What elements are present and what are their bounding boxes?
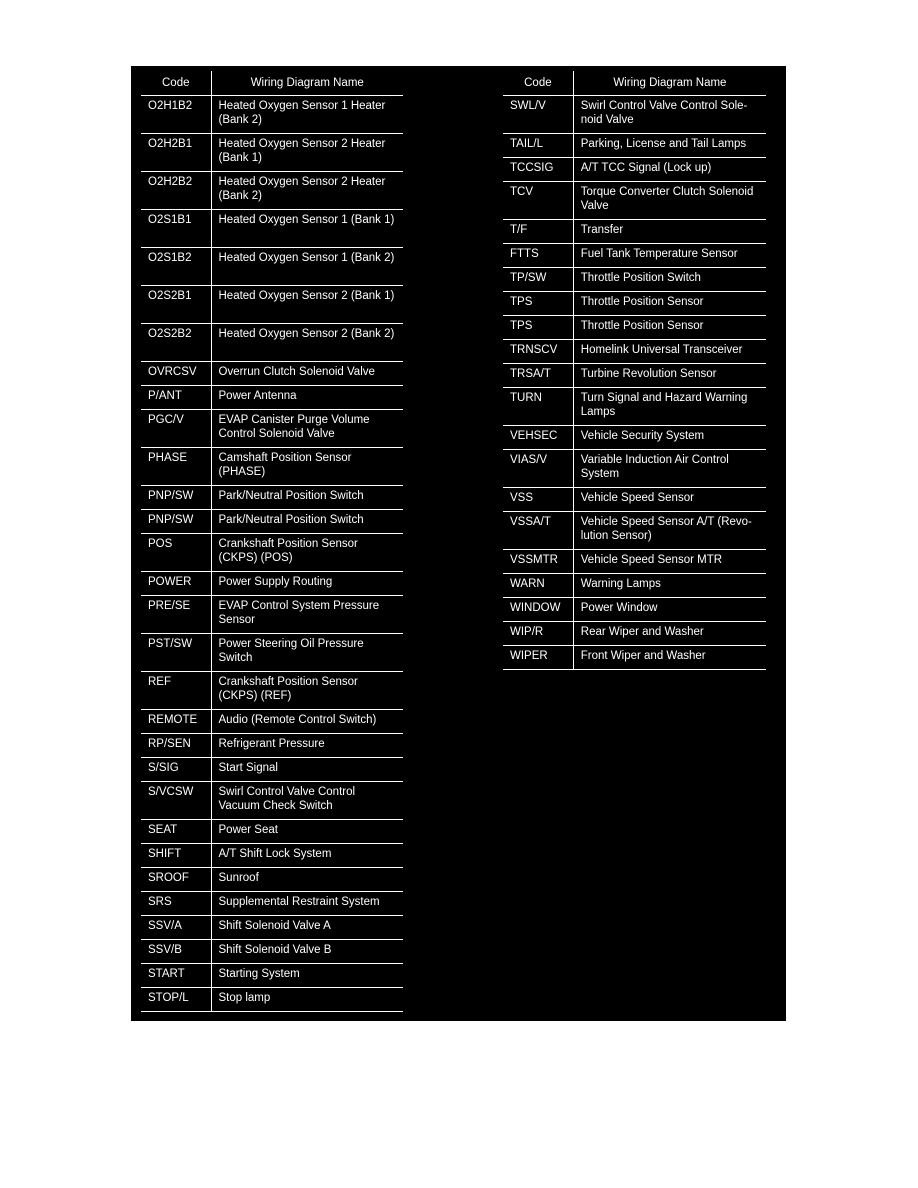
code-cell: TURN: [503, 388, 573, 426]
code-cell: PNP/SW: [141, 486, 211, 510]
wiring-name-cell: Heated Oxygen Sensor 2 Heater (Bank 2): [211, 172, 403, 210]
code-cell: WARN: [503, 574, 573, 598]
code-cell: REMOTE: [141, 710, 211, 734]
wiring-name-cell: Audio (Remote Control Switch): [211, 710, 403, 734]
wiring-name-cell: Overrun Clutch Solenoid Valve: [211, 362, 403, 386]
wiring-name-cell: Supplemental Restraint System: [211, 892, 403, 916]
code-column-header: Code: [503, 71, 573, 96]
code-cell: POWER: [141, 572, 211, 596]
wiring-name-cell: Rear Wiper and Washer: [573, 622, 766, 646]
table-row: [141, 534, 403, 572]
code-cell: TPS: [503, 316, 573, 340]
table-row: [141, 596, 403, 634]
table-row: [141, 96, 403, 134]
wiring-name-cell: Heated Oxygen Sensor 2 (Bank 1): [211, 286, 403, 324]
table-row: [141, 710, 403, 734]
table-row: [141, 940, 403, 964]
code-cell: SHIFT: [141, 844, 211, 868]
wiring-name-cell: Park/Neutral Position Switch: [211, 510, 403, 534]
code-cell: SRS: [141, 892, 211, 916]
code-cell: PHASE: [141, 448, 211, 486]
code-cell: T/F: [503, 220, 573, 244]
wiring-name-cell: Shift Solenoid Valve B: [211, 940, 403, 964]
table-row: [503, 158, 766, 182]
table-row: [141, 362, 403, 386]
table-row: [503, 268, 766, 292]
code-column-header: Code: [141, 71, 211, 96]
wiring-name-cell: Power Antenna: [211, 386, 403, 410]
code-cell: FTTS: [503, 244, 573, 268]
wiring-name-cell: Transfer: [573, 220, 766, 244]
name-column-header: Wiring Diagram Name: [211, 71, 403, 96]
table-row: [141, 210, 403, 248]
table-row: [141, 672, 403, 710]
code-cell: O2H2B2: [141, 172, 211, 210]
table-row: [503, 622, 766, 646]
table-row: [503, 512, 766, 550]
code-cell: WIPER: [503, 646, 573, 670]
code-cell: SSV/B: [141, 940, 211, 964]
table-row: [503, 364, 766, 388]
code-cell: TRNSCV: [503, 340, 573, 364]
wiring-name-cell: Heated Oxygen Sensor 2 (Bank 2): [211, 324, 403, 362]
code-cell: VSSMTR: [503, 550, 573, 574]
wiring-name-cell: Heated Oxygen Sensor 1 (Bank 1): [211, 210, 403, 248]
wiring-name-cell: Throttle Position Switch: [573, 268, 766, 292]
wiring-name-cell: Torque Converter Clutch Solenoid Valve: [573, 182, 766, 220]
table-row: [141, 486, 403, 510]
table-row: [141, 572, 403, 596]
code-cell: P/ANT: [141, 386, 211, 410]
code-cell: VSS: [503, 488, 573, 512]
table-row: [503, 646, 766, 670]
code-cell: O2S2B2: [141, 324, 211, 362]
table-row: [503, 426, 766, 450]
table-row: [141, 410, 403, 448]
table-row: [503, 292, 766, 316]
wiring-name-cell: Swirl Control Valve Control Sole-noid Valve: [573, 96, 766, 134]
table-row: [141, 782, 403, 820]
code-cell: TRSA/T: [503, 364, 573, 388]
code-cell: VEHSEC: [503, 426, 573, 450]
code-cell: S/VCSW: [141, 782, 211, 820]
table-header-row: [141, 71, 403, 96]
wiring-name-cell: Warning Lamps: [573, 574, 766, 598]
table-row: [141, 758, 403, 782]
wiring-name-cell: Throttle Position Sensor: [573, 292, 766, 316]
code-cell: SROOF: [141, 868, 211, 892]
code-cell: S/SIG: [141, 758, 211, 782]
wiring-name-cell: Starting System: [211, 964, 403, 988]
wiring-name-cell: Refrigerant Pressure: [211, 734, 403, 758]
wiring-name-cell: Turn Signal and Hazard Warning Lamps: [573, 388, 766, 426]
table-row: [141, 964, 403, 988]
code-cell: SEAT: [141, 820, 211, 844]
wiring-name-cell: Front Wiper and Washer: [573, 646, 766, 670]
wiring-name-cell: Heated Oxygen Sensor 1 (Bank 2): [211, 248, 403, 286]
wiring-name-cell: Vehicle Security System: [573, 426, 766, 450]
wiring-name-cell: Shift Solenoid Valve A: [211, 916, 403, 940]
table-row: [503, 316, 766, 340]
wiring-code-table-left: [141, 71, 403, 1012]
wiring-name-cell: Homelink Universal Transceiver: [573, 340, 766, 364]
wiring-name-cell: EVAP Canister Purge Volume Control Solenoid Valve: [211, 410, 403, 448]
wiring-name-cell: Stop lamp: [211, 988, 403, 1012]
wiring-name-cell: Heated Oxygen Sensor 2 Heater (Bank 1): [211, 134, 403, 172]
table-row: [141, 286, 403, 324]
table-row: [141, 172, 403, 210]
code-cell: REF: [141, 672, 211, 710]
wiring-name-cell: Power Window: [573, 598, 766, 622]
code-cell: STOP/L: [141, 988, 211, 1012]
code-cell: PNP/SW: [141, 510, 211, 534]
code-cell: TPS: [503, 292, 573, 316]
code-cell: SWL/V: [503, 96, 573, 134]
wiring-name-cell: Variable Induction Air Control System: [573, 450, 766, 488]
table-row: [141, 988, 403, 1012]
code-cell: WINDOW: [503, 598, 573, 622]
code-cell: OVRCSV: [141, 362, 211, 386]
table-row: [141, 634, 403, 672]
table-row: [503, 182, 766, 220]
table-row: [503, 244, 766, 268]
code-cell: TAIL/L: [503, 134, 573, 158]
table-row: [503, 220, 766, 244]
wiring-name-cell: Parking, License and Tail Lamps: [573, 134, 766, 158]
wiring-name-cell: Crankshaft Position Sensor (CKPS) (REF): [211, 672, 403, 710]
table-row: [503, 450, 766, 488]
code-cell: VSSA/T: [503, 512, 573, 550]
code-cell: O2S2B1: [141, 286, 211, 324]
table-row: [141, 134, 403, 172]
code-cell: PRE/SE: [141, 596, 211, 634]
wiring-code-table-right: [503, 71, 766, 670]
code-cell: RP/SEN: [141, 734, 211, 758]
code-cell: TCV: [503, 182, 573, 220]
code-cell: O2S1B2: [141, 248, 211, 286]
wiring-name-cell: EVAP Control System Pressure Sensor: [211, 596, 403, 634]
wiring-name-cell: Swirl Control Valve Control Vacuum Check Switch: [211, 782, 403, 820]
table-row: [503, 598, 766, 622]
code-cell: O2H1B2: [141, 96, 211, 134]
table-row: [141, 324, 403, 362]
table-row: [503, 134, 766, 158]
table-row: [141, 386, 403, 410]
table-row: [503, 96, 766, 134]
code-cell: PST/SW: [141, 634, 211, 672]
table-row: [141, 892, 403, 916]
table-row: [503, 574, 766, 598]
table-row: [141, 868, 403, 892]
table-row: [503, 488, 766, 512]
code-cell: TP/SW: [503, 268, 573, 292]
wiring-name-cell: A/T Shift Lock System: [211, 844, 403, 868]
code-cell: WIP/R: [503, 622, 573, 646]
table-row: [503, 340, 766, 364]
table-row: [503, 550, 766, 574]
wiring-name-cell: Power Seat: [211, 820, 403, 844]
name-column-header: Wiring Diagram Name: [573, 71, 766, 96]
table-row: [141, 734, 403, 758]
wiring-name-cell: Power Steering Oil Pressure Switch: [211, 634, 403, 672]
wiring-name-cell: Heated Oxygen Sensor 1 Heater (Bank 2): [211, 96, 403, 134]
wiring-name-cell: A/T TCC Signal (Lock up): [573, 158, 766, 182]
wiring-name-cell: Turbine Revolution Sensor: [573, 364, 766, 388]
wiring-name-cell: Vehicle Speed Sensor: [573, 488, 766, 512]
wiring-name-cell: Fuel Tank Temperature Sensor: [573, 244, 766, 268]
table-row: [141, 248, 403, 286]
table-row: [141, 916, 403, 940]
code-cell: O2S1B1: [141, 210, 211, 248]
wiring-name-cell: Vehicle Speed Sensor A/T (Revo-lution Sensor): [573, 512, 766, 550]
wiring-name-cell: Park/Neutral Position Switch: [211, 486, 403, 510]
code-cell: START: [141, 964, 211, 988]
table-row: [141, 844, 403, 868]
wiring-name-cell: Power Supply Routing: [211, 572, 403, 596]
wiring-name-cell: Vehicle Speed Sensor MTR: [573, 550, 766, 574]
table-row: [141, 820, 403, 844]
wiring-name-cell: Throttle Position Sensor: [573, 316, 766, 340]
wiring-name-cell: Crankshaft Position Sensor (CKPS) (POS): [211, 534, 403, 572]
wiring-name-cell: Sunroof: [211, 868, 403, 892]
table-row: [141, 448, 403, 486]
code-cell: PGC/V: [141, 410, 211, 448]
table-row: [503, 388, 766, 426]
code-cell: VIAS/V: [503, 450, 573, 488]
code-cell: O2H2B1: [141, 134, 211, 172]
wiring-name-cell: Camshaft Position Sensor (PHASE): [211, 448, 403, 486]
table-header-row: [503, 71, 766, 96]
code-cell: SSV/A: [141, 916, 211, 940]
code-cell: TCCSIG: [503, 158, 573, 182]
table-row: [141, 510, 403, 534]
wiring-name-cell: Start Signal: [211, 758, 403, 782]
code-cell: POS: [141, 534, 211, 572]
